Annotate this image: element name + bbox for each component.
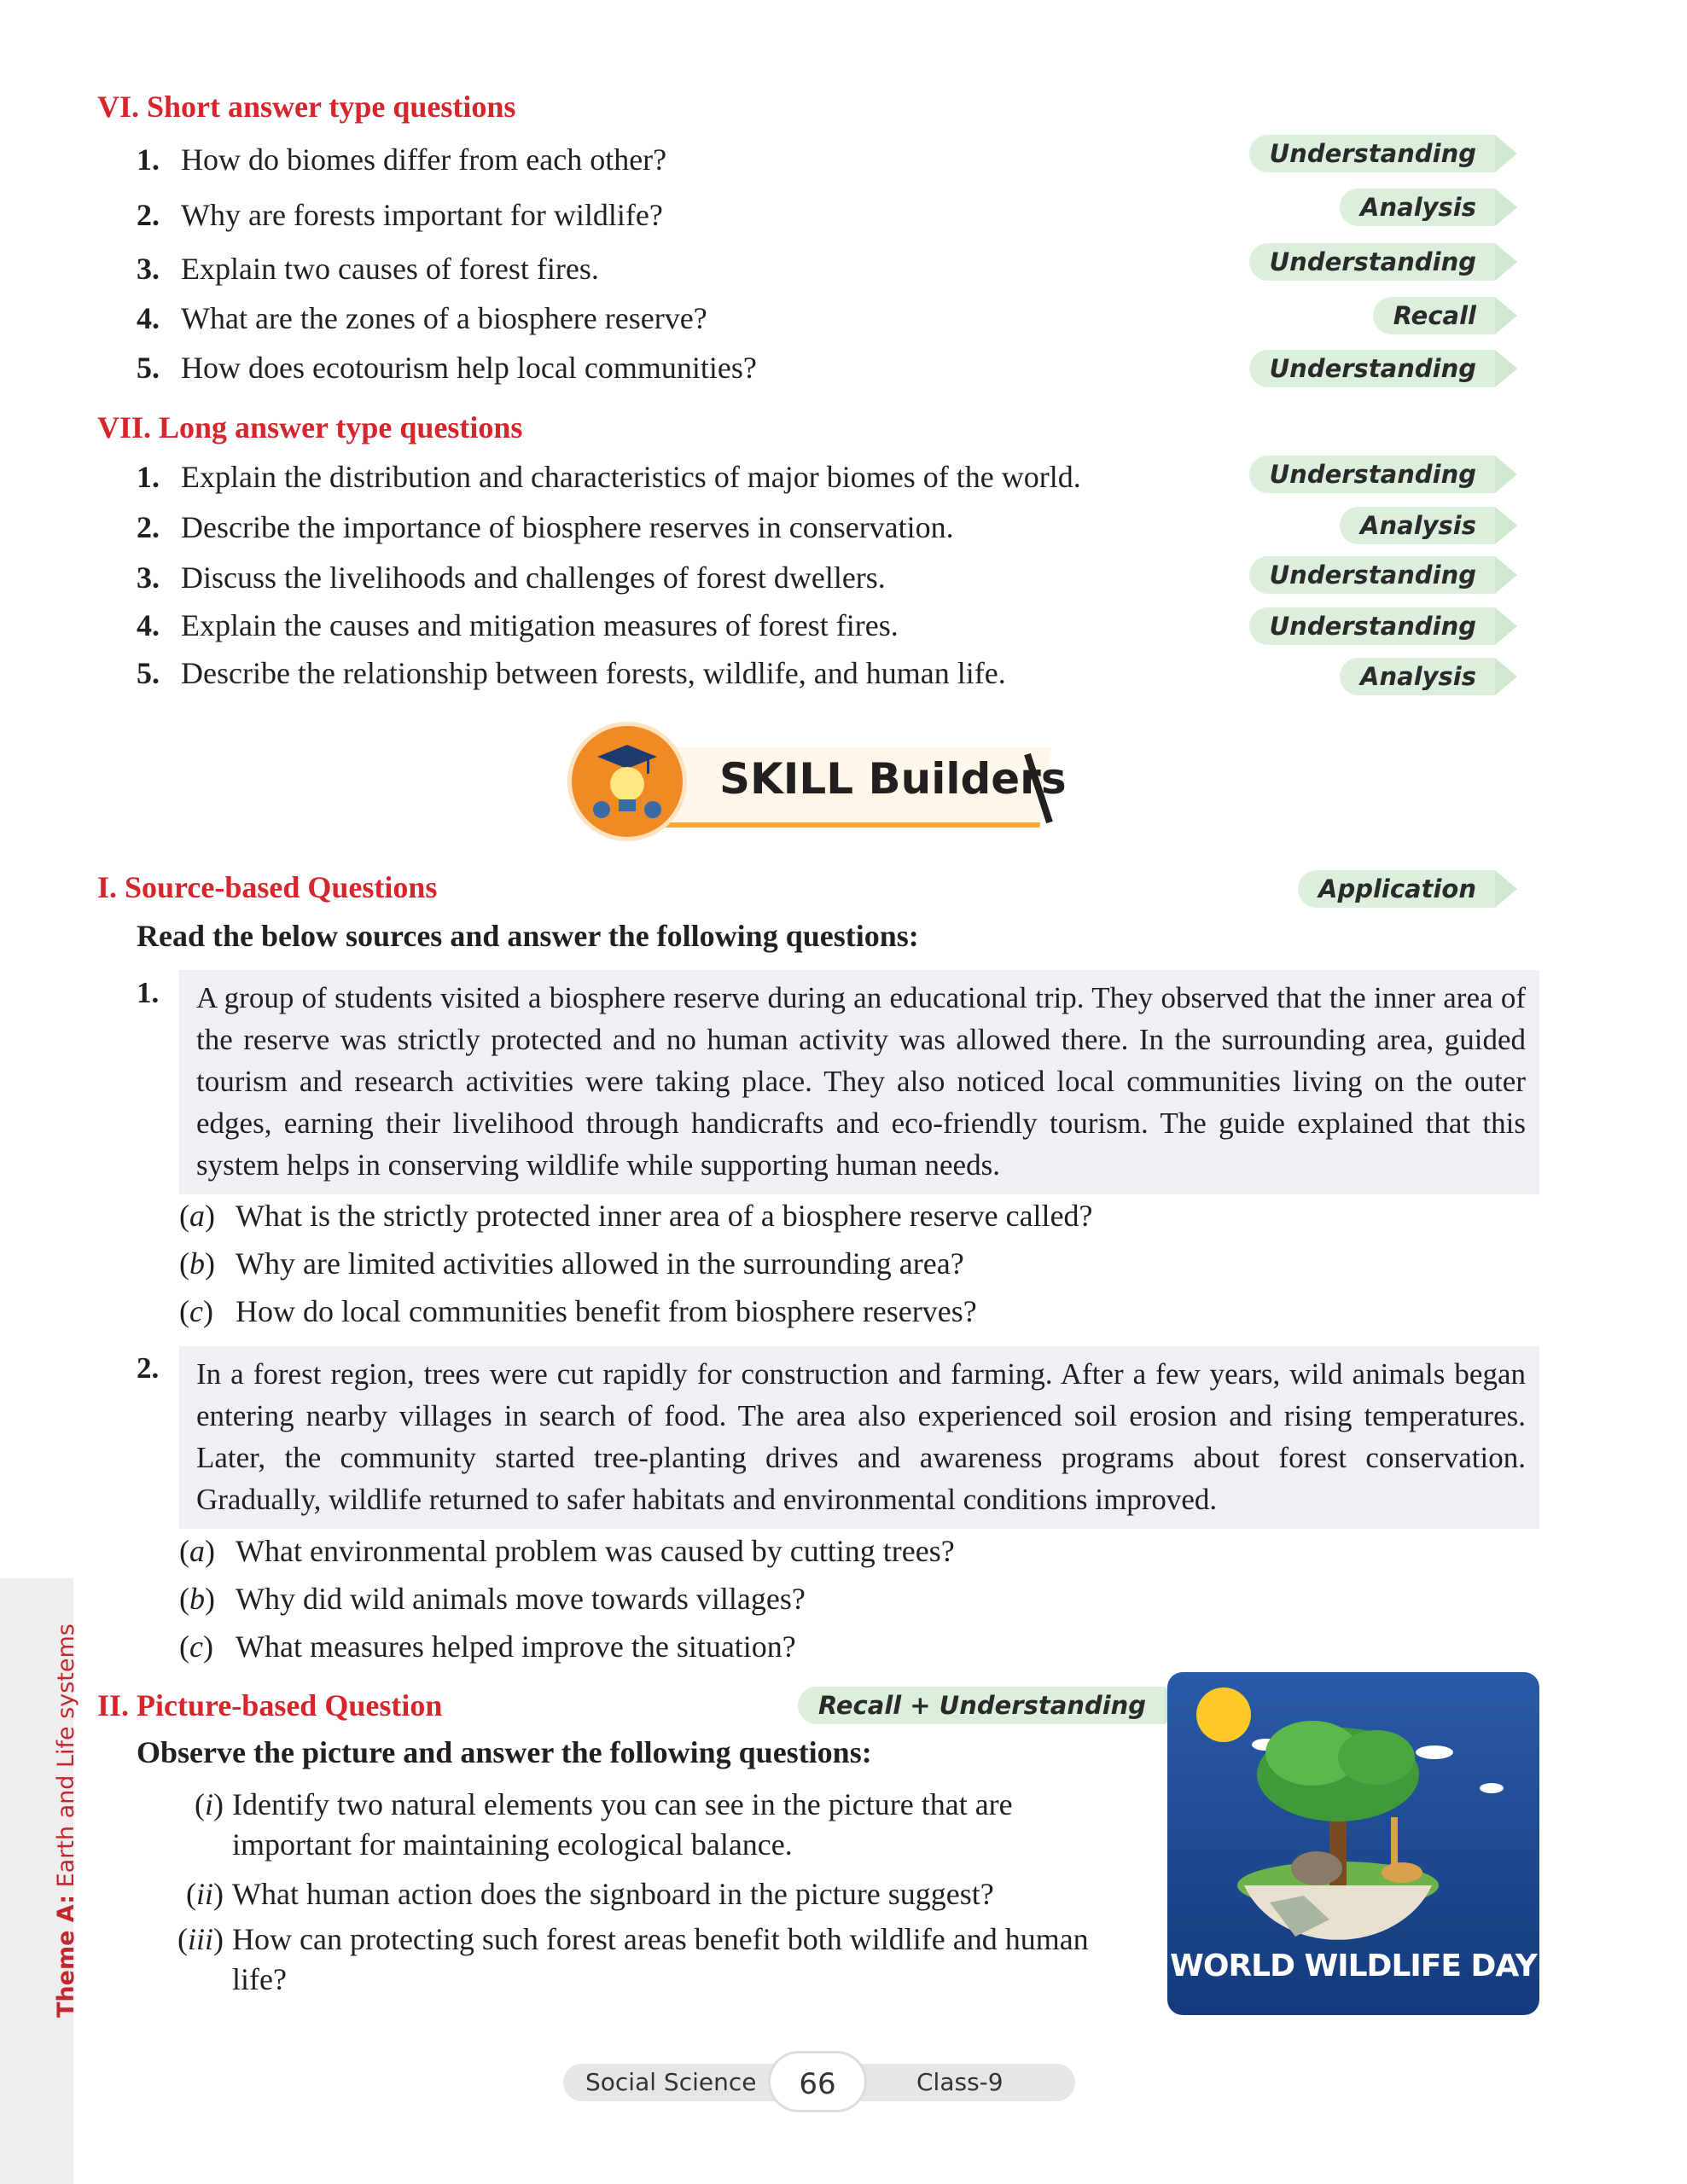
skill-builders-title: SKILL Builders [719,754,1067,804]
section-6-heading: VI. Short answer type questions [97,90,516,124]
source-2-question-a: (a) What environmental problem was caused by cutting trees? [179,1534,955,1568]
cognitive-tag: Understanding [1249,135,1495,172]
cognitive-tag: Understanding [1249,456,1495,493]
cognitive-tag: Analysis [1340,507,1495,544]
source-1-question-a: (a) What is the strictly protected inner area of a biosphere reserve called? [179,1199,1093,1233]
section-7-heading: VII. Long answer type questions [97,410,523,444]
world-wildlife-day-image [1167,1672,1539,2015]
picture-section-heading: II. Picture-based Question [97,1688,443,1722]
source-1-question-b: (b) Why are limited activities allowed in the surrounding area? [179,1246,964,1281]
picture-instruction: Observe the picture and answer the following questions: [137,1735,872,1769]
cognitive-tag: Understanding [1249,556,1495,594]
source-number: 2. [137,1351,160,1385]
long-question-2: 2. Describe the importance of biosphere reserves in conservation. [137,510,954,544]
long-question-1: 1. Explain the distribution and characteristics of major biomes of the world. [137,460,1081,494]
footer-class: Class-9 [845,2064,1075,2101]
cognitive-tag: Understanding [1249,350,1495,387]
picture-question-i: (i) Identify two natural elements you can see in the picture that are important for maintaining ecological balance. [194,1787,1013,1862]
image-caption: WORLD WILDLIFE DAY [1170,1949,1537,1984]
long-question-4: 4. Explain the causes and mitigation measures of forest fires. [137,608,899,642]
source-passage-1: A group of students visited a biosphere reserve during an educational trip. They observed that the inner area of the reserve was strictly protected and no human activity was allowed there. In the surrounding area, guided tourism and research activities were taking place. They also noticed local communities living on the outer edges, earning their livelihood through handicrafts and eco-friendly tourism. The guide explained that this system helps in conserving wildlife while supporting human needs. [179,970,1539,1194]
long-question-5: 5. Describe the relationship between forests, wildlife, and human life. [137,656,1006,690]
theme-side-label: Theme A: Earth and Life systems [53,1623,79,2018]
source-passage-2: In a forest region, trees were cut rapidly for construction and farming. After a few years, wild animals began entering nearby villages in search of food. The area also experienced soil erosion and rising temperatures. Later, the community started tree-planting drives and awareness programs about forest conservation. Gradually, wildlife returned to safer habitats and environmental conditions improved. [179,1346,1539,1529]
cognitive-tag: Analysis [1340,189,1495,226]
footer-subject: Social Science [563,2064,794,2101]
short-question-5: 5. How does ecotourism help local communities? [137,351,757,385]
source-1-question-c: (c) How do local communities benefit from biosphere reserves? [179,1294,977,1328]
short-question-3: 3. Explain two causes of forest fires. [137,252,599,286]
cognitive-tag: Understanding [1249,607,1495,645]
long-question-3: 3. Discuss the livelihoods and challenges of forest dwellers. [137,561,886,595]
source-2-question-b: (b) Why did wild animals move towards villages? [179,1582,806,1616]
lightbulb-icon [567,722,687,841]
cognitive-tag: Understanding [1249,243,1495,281]
cognitive-tag: Recall [1373,297,1495,334]
cognitive-tag: Recall + Understanding [798,1687,1165,1724]
short-question-4: 4. What are the zones of a biosphere reserve? [137,301,707,335]
picture-question-iii: (iii) How can protecting such forest areas benefit both wildlife and human life? [177,1922,1089,1996]
cognitive-tag: Analysis [1340,658,1495,695]
picture-question-ii: (ii) What human action does the signboard in the picture suggest? [185,1877,994,1911]
short-question-1: 1. How do biomes differ from each other? [137,142,667,177]
short-question-2: 2. Why are forests important for wildlife? [137,198,663,232]
source-instruction: Read the below sources and answer the following questions: [137,919,919,953]
cognitive-tag: Application [1298,870,1495,908]
source-2-question-c: (c) What measures helped improve the situation? [179,1629,796,1664]
skill-builders-banner [567,722,1079,841]
source-section-heading: I. Source-based Questions [97,870,438,904]
page-number: 66 [768,2051,867,2112]
source-number: 1. [137,976,160,1009]
